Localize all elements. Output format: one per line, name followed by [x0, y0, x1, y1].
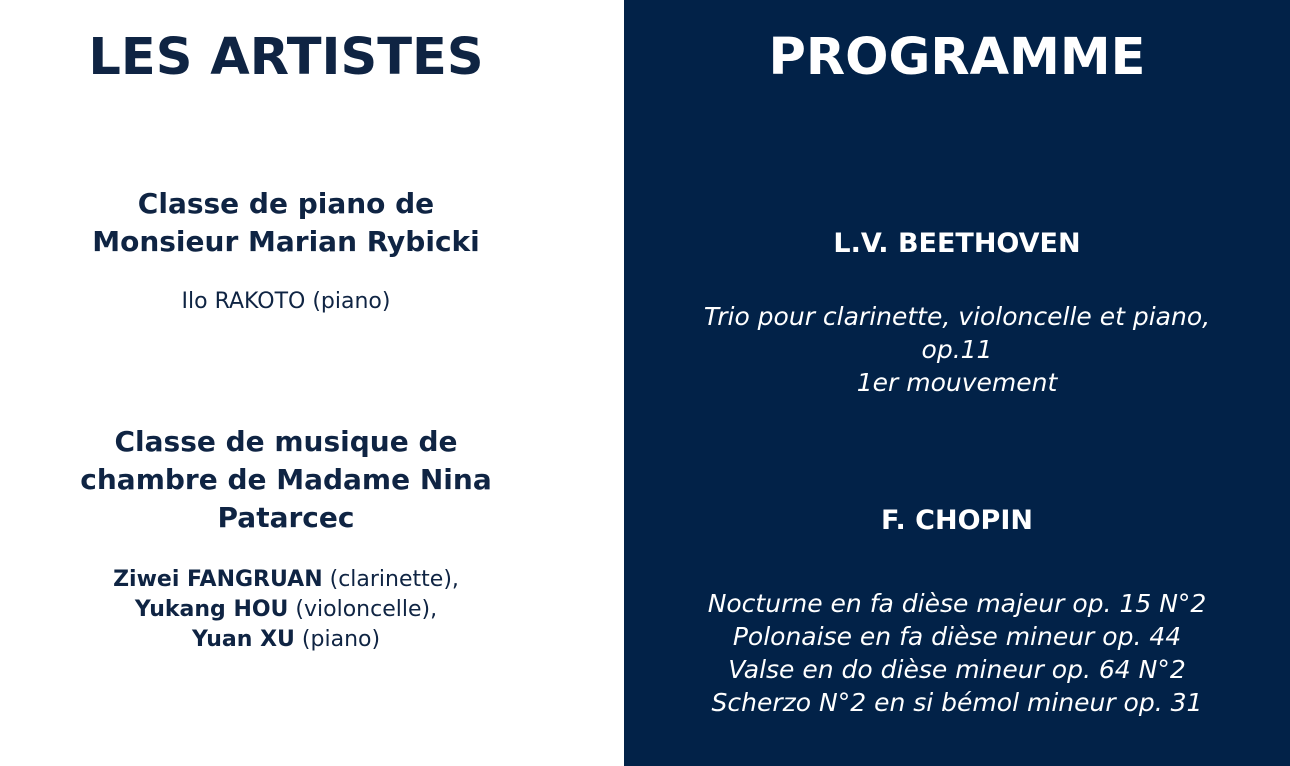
- chamber-class-title: [30, 423, 542, 537]
- chamber-class-section: [30, 423, 542, 655]
- performer-instrument: (piano): [294, 627, 381, 652]
- performer-instrument: (piano): [305, 289, 391, 314]
- performer-name: Ilo RAKOTO: [181, 289, 306, 314]
- chamber-class-title-line3: Patarcec: [217, 501, 355, 534]
- performer-line: [192, 627, 380, 652]
- composer-beethoven: L.V. BEETHOVEN: [833, 228, 1081, 259]
- chamber-class-title-line1: Classe de musique de: [114, 425, 458, 458]
- work-line: Valse en do dièse mineur op. 64 N°2: [728, 655, 1186, 684]
- artists-heading: LES ARTISTES: [88, 28, 484, 87]
- work-line: Scherzo N°2 en si bémol mineur op. 31: [711, 688, 1203, 717]
- work-line: op.11: [921, 335, 993, 364]
- chamber-class-title-line2: chambre de Madame Nina: [80, 463, 492, 496]
- piano-class-title-line1: Classe de piano de: [137, 187, 435, 220]
- performer-line: [113, 567, 459, 592]
- piano-class-section: [30, 185, 542, 317]
- performer-name: Ziwei FANGRUAN: [113, 567, 323, 592]
- piano-class-performers: [30, 287, 542, 317]
- chamber-class-performers: [30, 565, 542, 655]
- artists-panel: [0, 0, 624, 766]
- performer-line: [135, 597, 437, 622]
- chopin-works: [624, 587, 1290, 719]
- piano-class-title-line2: Monsieur Marian Rybicki: [92, 225, 480, 258]
- performer-instrument: (clarinette),: [322, 567, 459, 592]
- composer-chopin: F. CHOPIN: [881, 505, 1033, 536]
- performer-name: Yuan XU: [191, 627, 295, 652]
- work-line: 1er mouvement: [856, 368, 1058, 397]
- work-line: Polonaise en fa dièse mineur op. 44: [732, 622, 1182, 651]
- programme-panel: [624, 0, 1290, 766]
- piano-class-title: [30, 185, 542, 261]
- work-line: Nocturne en fa dièse majeur op. 15 N°2: [707, 589, 1207, 618]
- performer-name: Yukang HOU: [134, 597, 289, 622]
- work-line: Trio pour clarinette, violoncelle et piano,: [703, 302, 1211, 331]
- programme-heading: PROGRAMME: [768, 28, 1146, 87]
- beethoven-works: [624, 300, 1290, 399]
- performer-instrument: (violoncelle),: [288, 597, 438, 622]
